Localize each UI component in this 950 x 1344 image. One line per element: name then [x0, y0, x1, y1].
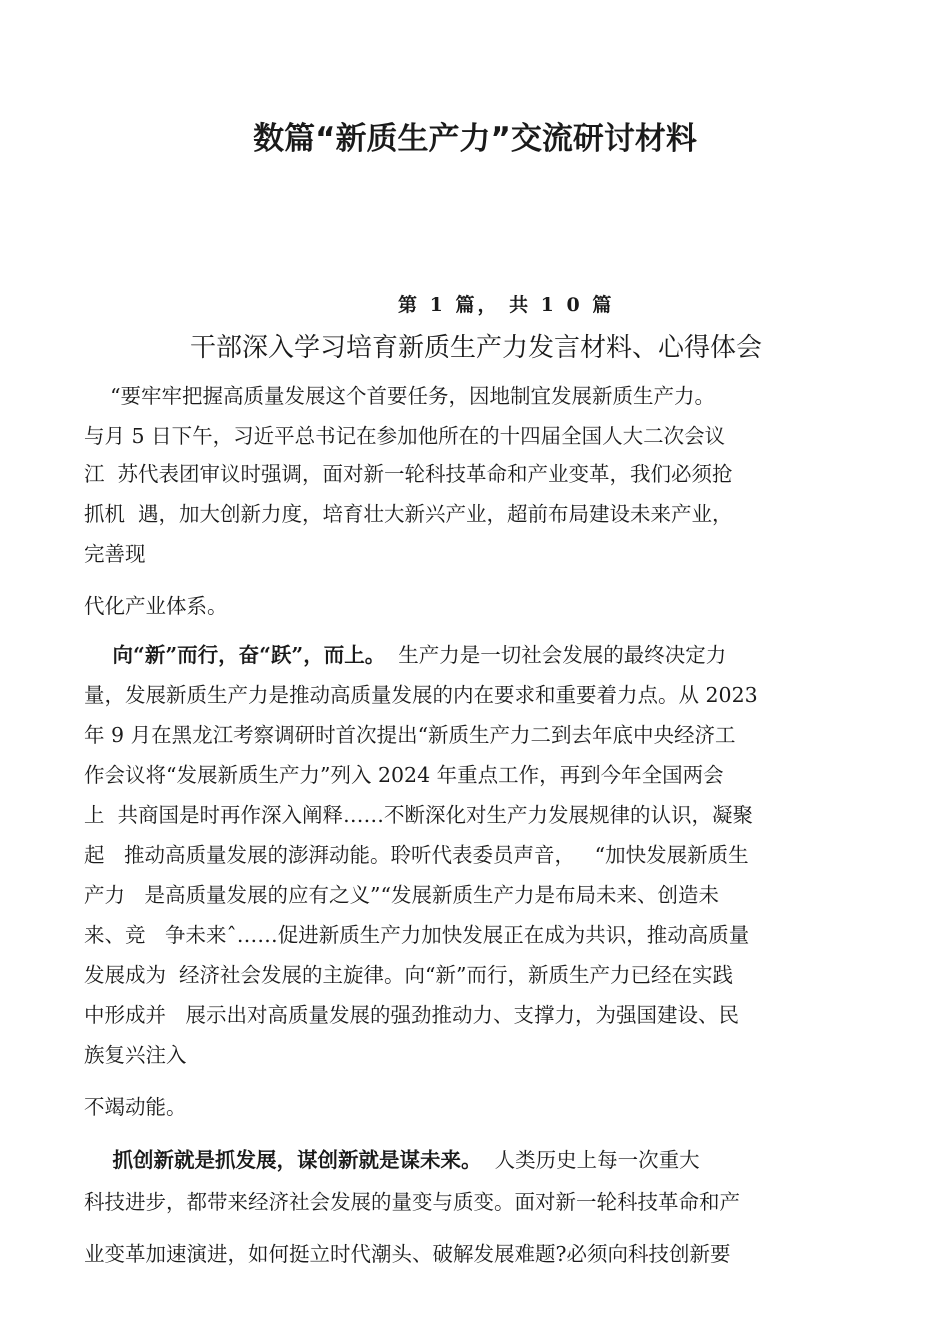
paragraph-line: 江 苏代表团审议时强调，面对新一轮科技革命和产业变革，我们必须抢	[84, 462, 733, 486]
paragraph-line-rest: 生产力是一切社会发展的最终决定力	[385, 643, 727, 667]
paragraph-line: 代化产业体系。	[84, 594, 228, 618]
paragraph-lead: 抓创新就是抓发展，谋创新就是谋未来。	[84, 1148, 482, 1172]
paragraph-line: 抓机 遇，加大创新力度，培育壮大新兴产业，超前布局建设未来产业，	[84, 502, 733, 526]
paragraph-line: 年 9 月在黑龙江考察调研时首次提出“新质生产力二到去年底中央经济工	[84, 723, 736, 747]
paragraph-line: 与月 5 日下午，习近平总书记在参加他所在的十四届全国人大二次会议	[84, 424, 726, 448]
paragraph-line: 科技进步，都带来经济社会发展的量变与质变。面对新一轮科技革命和产	[84, 1190, 740, 1214]
document-title: 数篇“新质生产力”交流研讨材料	[253, 121, 697, 157]
paragraph-line: “要牢牢把握高质量发展这个首要任务，因地制宜发展新质生产力。	[84, 384, 716, 408]
paragraph-line: 业变革加速演进，如何挺立时代潮头、破解发展难题?必须向科技创新要	[84, 1242, 731, 1266]
paragraph-line: 中形成并 展示出对高质量发展的强劲推动力、支撑力，为强国建设、民	[84, 1003, 740, 1027]
paragraph-line: 产力 是高质量发展的应有之义”“发展新质生产力是布局未来、创造未	[84, 883, 720, 907]
paragraph-line-rest: 人类历史上每一次重大	[481, 1148, 700, 1172]
paragraph-line: 量，发展新质生产力是推动高质量发展的内在要求和重要着力点。从 2023	[84, 683, 758, 707]
paragraph-line: 不竭动能。	[84, 1095, 187, 1119]
paragraph-line: 作会议将“发展新质生产力”列入 2024 年重点工作，再到今年全国两会	[84, 763, 724, 787]
paragraph-first-line	[84, 640, 726, 670]
paragraph-line: 来、竞 争未来ˆ……促进新质生产力加快发展正在成为共识，推动高质量	[84, 923, 750, 947]
paragraph-line: 起 推动高质量发展的澎湃动能。聆听代表委员声音， “加快发展新质生	[84, 843, 749, 867]
paragraph-line: 完善现	[84, 542, 146, 566]
paragraph-line: 上 共商国是时再作深入阐释……不断深化对生产力发展规律的认识，凝聚	[84, 803, 754, 827]
part-label: 第 1 篇， 共 1 0 篇	[398, 294, 615, 316]
article-title: 干部深入学习培育新质生产力发言材料、心得体会	[190, 333, 763, 363]
paragraph-first-line	[84, 1145, 700, 1175]
paragraph-line: 发展成为 经济社会发展的主旋律。向“新”而行，新质生产力已经在实践	[84, 963, 733, 987]
paragraph-line: 族复兴注入	[84, 1043, 187, 1067]
paragraph-lead: 向“新”而行，奋“跃”，而上。	[84, 643, 386, 667]
